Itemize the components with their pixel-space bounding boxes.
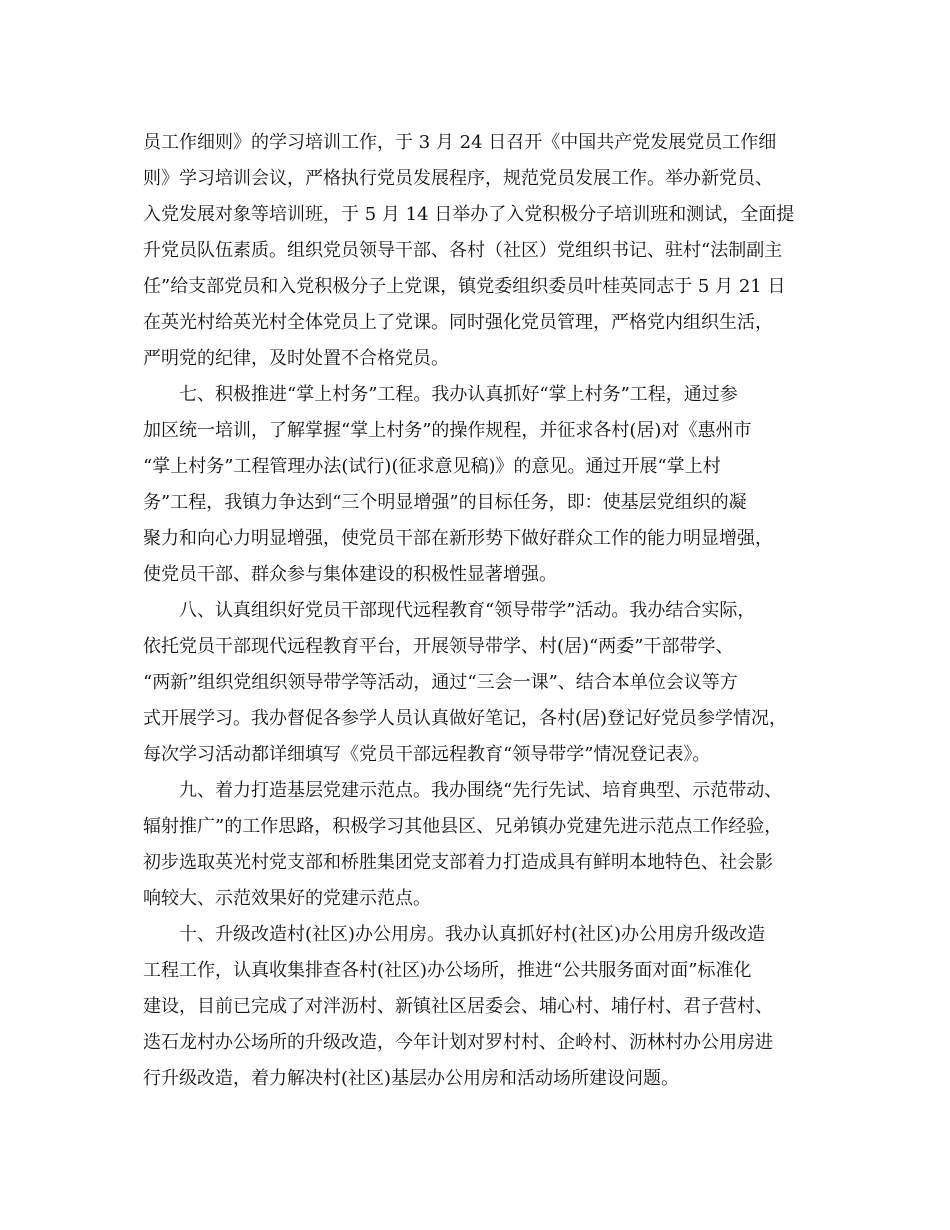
text-line: 响较大、示范效果好的党建示范点。 (143, 888, 431, 909)
text-line: “掌上村务”工程管理办法(试行)(征求意见稿)》的意见。通过开展“掌上村 (143, 456, 721, 477)
text-line: 聚力和向心力明显增强，使党员干部在新形势下做好群众工作的能力明显增强， (143, 528, 773, 549)
document-body (143, 125, 810, 1097)
paragraph-office-upgrade (143, 917, 810, 1097)
text-line: 入党发展对象等培训班，于 5 月 14 日举办了入党积极分子培训班和测试，全面提 (143, 204, 795, 225)
text-line: 务”工程，我镇力争达到“三个明显增强”的目标任务，即：使基层党组织的凝 (143, 492, 747, 513)
text-line: 每次学习活动都详细填写《党员干部远程教育“领导带学”情况登记表》。 (143, 744, 711, 765)
paragraph-party-member-development (143, 125, 810, 377)
text-line: 员工作细则》的学习培训工作，于 3 月 24 日召开《中国共产党发展党员工作细 (143, 132, 777, 153)
text-line: 升党员队伍素质。组织党员领导干部、各村（社区）党组织书记、驻村“法制副主 (143, 240, 783, 261)
paragraph-model-sites (143, 773, 810, 917)
text-line: 式开展学习。我办督促各参学人员认真做好笔记，各村(居)登记好党员参学情况， (143, 708, 788, 729)
text-line: 任”给支部党员和入党积极分子上党课，镇党委组织委员叶桂英同志于 5 月 21 日 (143, 276, 786, 297)
text-line: 在英光村给英光村全体党员上了党课。同时强化党员管理，严格党内组织生活， (143, 312, 773, 333)
text-line: 行升级改造，着力解决村(社区)基层办公用房和活动场所建设问题。 (143, 1068, 680, 1089)
text-line: 迭石龙村办公场所的升级改造，今年计划对罗村村、企岭村、沥林村办公用房进 (143, 1032, 773, 1053)
paragraph-palm-village-affairs (143, 377, 810, 593)
text-line: 十、升级改造村(社区)办公用房。我办认真抓好村(社区)办公用房升级改造 (143, 924, 766, 945)
text-line: 初步选取英光村党支部和桥胜集团党支部着力打造成具有鲜明本地特色、社会影 (143, 852, 773, 873)
text-line: 则》学习培训会议，严格执行党员发展程序，规范党员发展工作。举办新党员、 (143, 168, 773, 189)
text-line: 七、积极推进“掌上村务”工程。我办认真抓好“掌上村务”工程，通过参 (143, 384, 738, 405)
text-line: 八、认真组织好党员干部现代远程教育“领导带学”活动。我办结合实际， (143, 600, 756, 621)
text-line: 加区统一培训，了解掌握“掌上村务”的操作规程，并征求各村(居)对《惠州市 (143, 420, 752, 441)
text-line: “两新”组织党组织领导带学等活动，通过“三会一课”、结合本单位会议等方 (143, 672, 738, 693)
text-line: 辐射推广”的工作思路，积极学习其他县区、兄弟镇办党建先进示范点工作经验， (143, 816, 783, 837)
paragraph-remote-education (143, 593, 810, 773)
text-line: 使党员干部、群众参与集体建设的积极性显著增强。 (143, 564, 557, 585)
text-line: 建设，目前已完成了对泮沥村、新镇社区居委会、埔心村、埔仔村、君子营村、 (143, 996, 773, 1017)
text-line: 严明党的纪律，及时处置不合格党员。 (143, 348, 449, 369)
text-line: 工程工作，认真收集排查各村(社区)办公场所，推进“公共服务面对面”标准化 (143, 960, 752, 981)
text-line: 九、着力打造基层党建示范点。我办围绕“先行先试、培育典型、示范带动、 (143, 780, 783, 801)
text-line: 依托党员干部现代远程教育平台，开展领导带学、村(居)“两委”干部带学、 (143, 636, 734, 657)
